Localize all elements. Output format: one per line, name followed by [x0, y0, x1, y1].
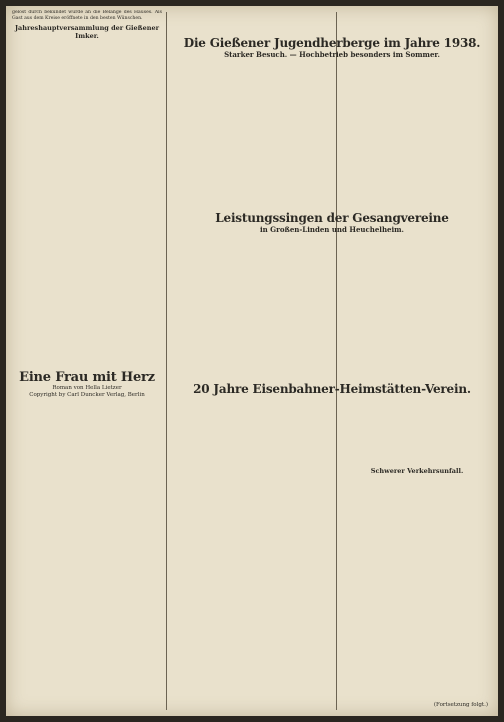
- youth-hostel-headline: Die Gießener Jugendherberge im Jahre 1938.: [183, 36, 481, 50]
- serial-novel-heading: [12, 370, 162, 399]
- singing-headline: Leistungssingen der Gesangvereine: [215, 211, 449, 225]
- column-divider: [336, 12, 337, 710]
- youth-hostel-heading: [172, 36, 492, 59]
- left-lead-text: gelöst durch bekundet wurde an die Belange des Hauses. Als Gast aus dem Kreise eröffnete in den besten Wünschen.: [12, 10, 162, 21]
- railway-heading: [172, 382, 492, 396]
- newspaper-page: [6, 6, 498, 716]
- railway-headline: 20 Jahre Eisenbahner-Heimstätten-Verein.: [193, 382, 471, 396]
- youth-hostel-subheadline: Starker Besuch. — Hochbetrieb besonders im Sommer.: [224, 50, 440, 59]
- serial-novel-byline: Roman von Hella Lietzer: [52, 385, 122, 391]
- singing-heading: [172, 211, 492, 234]
- singing-subheadline: in Großen-Linden und Heuchelheim.: [259, 225, 404, 234]
- continuation-note: (Fortsetzung folgt.): [433, 702, 488, 708]
- column-divider: [166, 12, 167, 710]
- left-column: [12, 10, 162, 360]
- serial-novel-copyright: Copyright by Carl Duncker Verlag, Berlin: [29, 392, 145, 398]
- serial-novel-title: Eine Frau mit Herz: [19, 370, 155, 385]
- left-section-title: Jahreshauptversammlung der Gießener Imker.: [14, 24, 160, 41]
- right-section-title: Schwerer Verkehrsunfall.: [370, 467, 464, 475]
- right-section: [342, 464, 492, 477]
